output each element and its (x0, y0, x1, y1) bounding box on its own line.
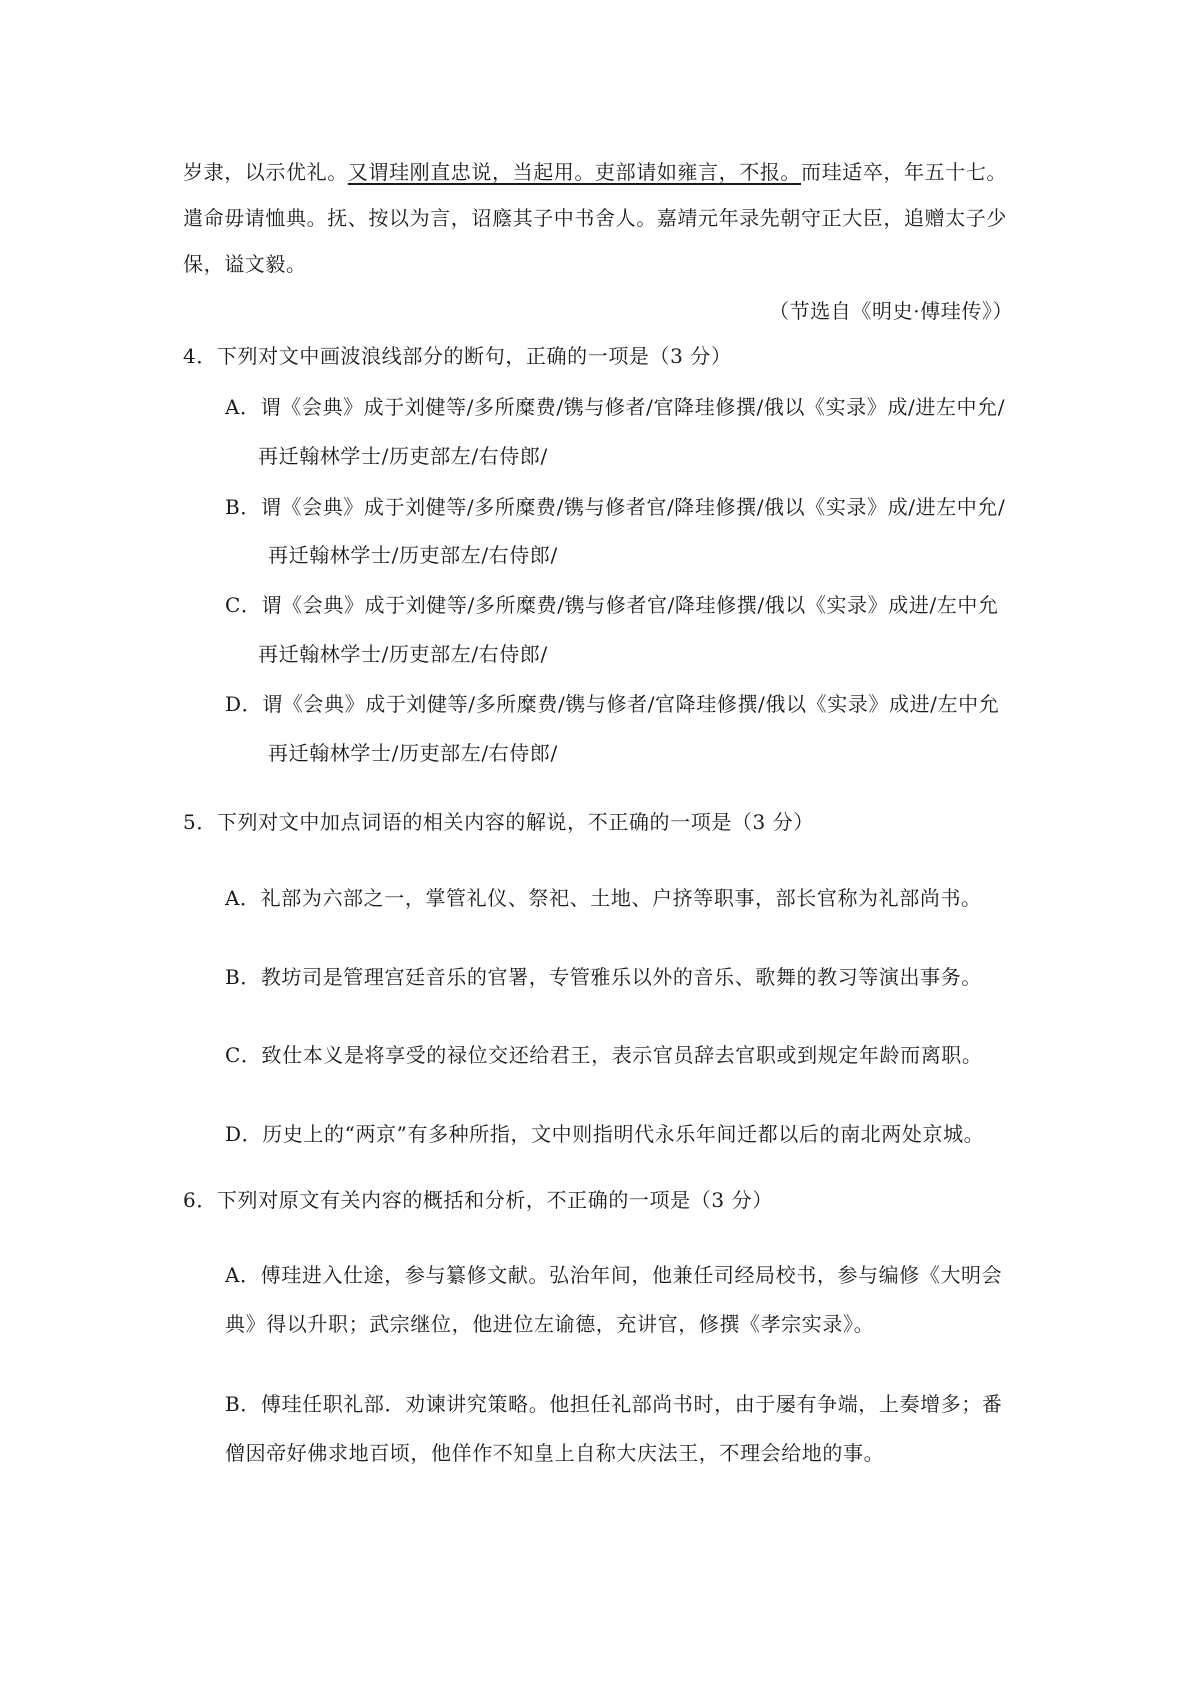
q4-option-d-cont: 再迁翰林学士/历吏部左/右侍郎/ (268, 741, 558, 765)
q6-option-a: A．傅珪进入仕途，参与纂修文献。弘治年间，他兼任司经局校书，参与编修《大明会 (225, 1263, 1003, 1287)
passage-source: （节选自《明史·傅珪传》） (769, 299, 1014, 323)
passage-segment: 岁隶，以示优礼。 (183, 160, 348, 184)
q5-option-d: D．历史上的“两京”有多种所指，文中则指明代永乐年间迁都以后的南北两处京城。 (225, 1122, 985, 1146)
q5-stem: 5．下列对文中加点词语的相关内容的解说，不正确的一项是（3 分） (183, 810, 815, 834)
q4-option-c: C．谓《会典》成于刘健等/多所糜费/镌与修者官/降珪修撰/俄以《实录》成进/左中允 (225, 593, 999, 617)
q6-option-a-cont: 典》得以升职；武宗继位，他进位左谕德，充讲官，修撰《孝宗实录》。 (225, 1312, 875, 1336)
underlined-sentence: 又谓珪刚直忠说，当起用。 (347, 160, 596, 184)
q4-option-b-cont: 再迁翰林学士/历吏部左/右侍郎/ (268, 543, 558, 567)
passage-line-1 (183, 158, 1007, 186)
q4-option-b: B．谓《会典》成于刘健等/多所糜费/镌与修者官/降珪修撰/俄以《实录》成/进左中允/ (225, 495, 1006, 519)
underlined-sentence: 吏部请如雍言，不报。 (595, 160, 802, 184)
q4-option-a-cont: 再迁翰林学士/历吏部左/右侍郎/ (258, 444, 548, 468)
q4-option-c-cont: 再迁翰林学士/历吏部左/右侍郎/ (258, 642, 548, 666)
q5-option-b: B．教坊司是管理宫廷音乐的官署，专管雅乐以外的音乐、歌舞的教习等演出事务。 (225, 965, 982, 989)
q4-stem: 4．下列对文中画波浪线部分的断句，正确的一项是（3 分） (183, 344, 732, 368)
passage-line-3: 保，谥文毅。 (183, 252, 307, 276)
q4-option-a: A．谓《会典》成于刘健等/多所糜费/镌与修者/官降珪修撰/俄以《实录》成/进左中允/ (225, 395, 1006, 419)
q6-stem: 6．下列对原文有关内容的概括和分析，不正确的一项是（3 分） (183, 1188, 773, 1212)
q6-option-b-cont: 僧因帝好佛求地百顷，他佯作不知皇上自称大庆法王，不理会给地的事。 (225, 1441, 885, 1465)
q5-option-a: A．礼部为六部之一，掌管礼仪、祭祀、土地、户挤等职事，部长官称为礼部尚书。 (225, 886, 982, 910)
passage-segment: 而珪适卒，年五十七。 (801, 160, 1008, 184)
passage-line-2: 遣命毋请恤典。抚、按以为言，诏廕其子中书舍人。嘉靖元年录先朝守正大臣，追赠太子少 (183, 206, 1007, 230)
q4-option-d: D．谓《会典》成于刘健等/多所糜费/镌与修者/官降珪修撰/俄以《实录》成进/左中允 (225, 692, 1000, 716)
q5-option-c: C．致仕本义是将享受的禄位交还给君王，表示官员辞去官职或到规定年龄而离职。 (225, 1043, 983, 1067)
q6-option-b: B．傅珪任职礼部．劝谏讲究策略。他担任礼部尚书时，由于屡有争端，上奏增多；番 (225, 1392, 1003, 1416)
